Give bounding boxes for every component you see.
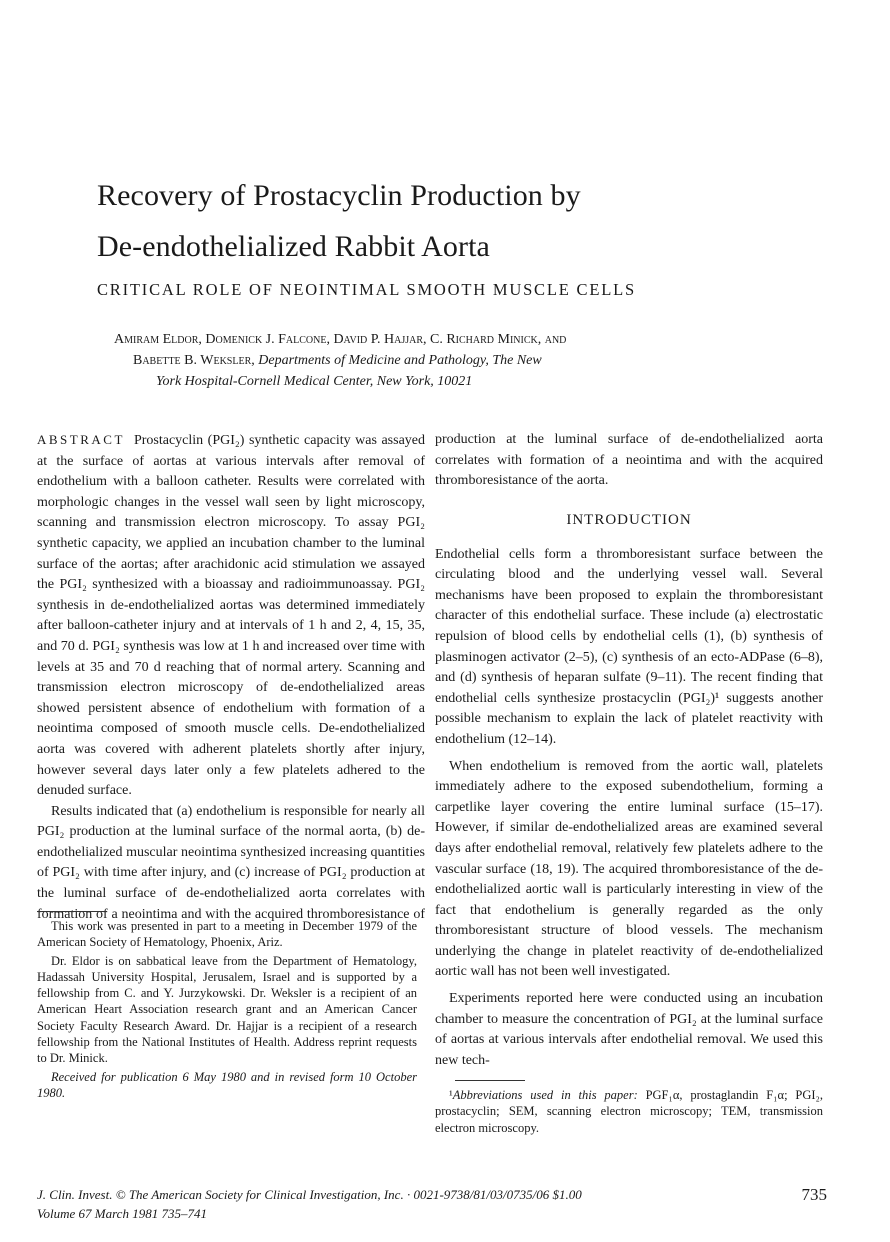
footnote-marker: ¹ — [449, 1088, 453, 1102]
author-line-2 — [114, 350, 754, 371]
article-title — [97, 170, 797, 272]
right-column — [435, 430, 823, 1071]
page-footer — [37, 1185, 827, 1223]
footnote-abbrev-text: PGF₁α, prostaglandin F₁α; PGI₂, prostacyclin; SEM, scanning electron microscopy; TEM, transmission electron microscopy. — [435, 1088, 823, 1135]
left-footnotes — [37, 911, 417, 1103]
author-block — [114, 329, 754, 392]
title-line-1: Recovery of Prostacyclin Production by — [97, 179, 581, 212]
footnote-divider-right — [455, 1080, 525, 1081]
intro-paragraph-2: When endothelium is removed from the aortic wall, platelets immediately adhere to the exposed subendothelium, forming a carpetlike layer covering the entire luminal surface (15–17). However, if similar de-endothelialized areas are examined several days after endothelial removal, relatively few platelets adhere to the vascular surface (18, 19). The acquired thromboresistance of the de-endothelialized aortic wall is particularly interesting in view of the fact that endothelium is generally regarded as the only thromboresistant structure of blood vessels. The mechanism underlying the change in platelet reactivity of de-endothelialized aortic wall has not been well investigated. — [435, 758, 823, 980]
footnote-divider — [37, 911, 107, 912]
right-footnote — [435, 1080, 823, 1136]
affiliation-part-1: Departments of Medicine and Pathology, The New — [258, 353, 542, 368]
left-column — [37, 430, 425, 925]
abstract-continuation — [435, 430, 823, 492]
footer-volume-line: Volume 67 March 1981 735–741 — [37, 1206, 207, 1221]
intro-paragraph-3: Experiments reported here were conducted using an incubation chamber to measure the concentration of PGI₂ at the luminal surface of aortas at various intervals after endothelial removal. We used this new tech- — [435, 991, 823, 1068]
footnote-received: Received for publication 6 May 1980 and in revised form 10 October 1980. — [37, 1069, 417, 1100]
abstract-paragraph-1 — [37, 430, 425, 802]
author-line-1: Amiram Eldor, Domenick J. Falcone, David P. Hajjar, C. Richard Minick, and — [114, 332, 567, 347]
article-subtitle: CRITICAL ROLE OF NEOINTIMAL SMOOTH MUSCLE CELLS — [97, 280, 636, 299]
abstract-paragraph-2: Results indicated that (a) endothelium is responsible for nearly all PGI₂ production at the luminal surface of the normal aorta, (b) de-endothelialized muscular neointima synthesized increasing quantities of PGI₂ with time after injury, and (c) increase of PGI₂ production at the luminal surface of de-endothelialized aorta correlates with formation of a neointima and with the acquired thromboresistance of — [37, 803, 425, 922]
footnote-presentation: This work was presented in part to a meeting in December 1979 of the American Society of Hematology, Phoenix, Ariz. — [37, 919, 417, 950]
abstract-label: ABSTRACT — [37, 432, 125, 447]
footer-citation-line: J. Clin. Invest. © The American Society for Clinical Investigation, Inc. · 0021-9738/81/03/0735/06 $1.00 — [37, 1187, 582, 1202]
abstract-continuation-text: production at the luminal surface of de-endothelialized aorta correlates with formation of a neointima and with the acquired thromboresistance of the aorta. — [435, 432, 823, 489]
introduction-heading: INTRODUCTION — [566, 512, 692, 528]
footnote-abbrev-label: Abbreviations used in this paper: — [452, 1088, 638, 1102]
abstract-text-1: Prostacyclin (PGI₂) synthetic capacity was assayed at the surface of aortas at various intervals after removal of endothelium with a balloon catheter. Results were correlated with morphologic changes in the vessel wall seen by light microscopy, scanning and transmission electron microscopy. To assay PGI₂ synthetic capacity, we applied an incubation chamber to the luminal surface of the aortas; after arachidonic acid stimulation we assayed the PGI₂ synthesized with a bioassay and radioimmunoassay. PGI₂ synthesis in de-endothelialized aortas was determined immediately after balloon-catheter injury and at intervals of 1 h and 2, 4, 15, 35, and 70 d. PGI₂ synthesis was low at 1 h and increased over time with levels at 35 and 70 d reaching that of normal artery. Scanning and transmission electron microscopy of de-endothelialized areas showed persistent absence of endothelium with formation of a neointima composed of smooth muscle cells. De-endothelialized aorta was covered with adherent platelets shortly after injury, however several days later only a few platelets adhered to the denuded surface. — [37, 433, 426, 799]
intro-paragraph-1: Endothelial cells form a thromboresistant surface between the circulating blood and the underlying vessel wall. Several mechanisms have been proposed to explain the thromboresistant character of this endothelial surface. These include (a) electrostatic repulsion of blood cells by endothelial cells (1), (b) synthesis of plasminogen activator (2–5), (c) synthesis of an ecto-ADPase (6–8), and (d) synthesis of heparan sulfate (9–11). The recent finding that endothelial cells synthesize prostacyclin (PGI₂)¹ suggests another possible mechanism to explain the lack of platelet reactivity with endothelium (12–14). — [435, 546, 823, 747]
footnote-support: Dr. Eldor is on sabbatical leave from the Department of Hematology, Hadassah University Hospital, Jerusalem, Israel and is supported by a fellowship from C. and Y. Jurzykowski. Dr. Weksler is a recipient of an American Heart Association research grant and an American Cancer Society Faculty Research Award. Dr. Hajjar is a recipient of a research fellowship from the National Institutes of Health. Address reprint requests to Dr. Minick. — [37, 953, 417, 1066]
title-line-2: De-endothelialized Rabbit Aorta — [97, 230, 490, 263]
author-line-3 — [114, 371, 754, 392]
footnote-abbreviations — [435, 1087, 823, 1136]
affiliation-part-2: York Hospital-Cornell Medical Center, New York, 10021 — [156, 374, 473, 389]
page-number: 735 — [801, 1185, 827, 1204]
author-name-weksler: Babette B. Weksler, — [133, 353, 255, 368]
